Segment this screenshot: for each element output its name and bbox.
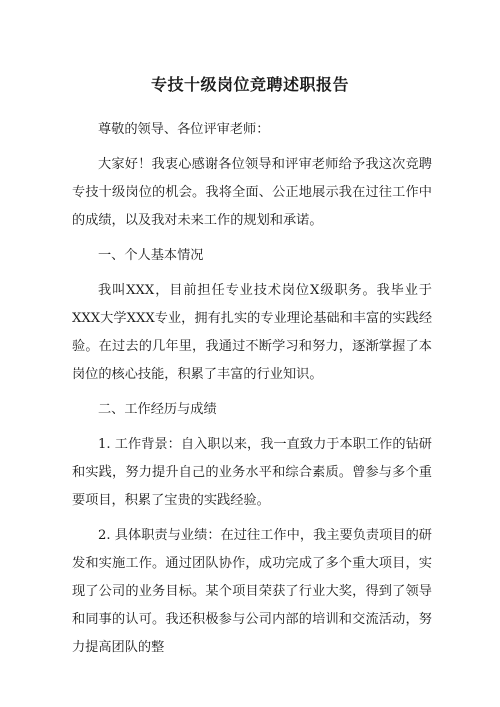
paragraph-greeting: 大家好！我衷心感谢各位领导和评审老师给予我这次竞聘专技十级岗位的机会。我将全面、公正地展示我在过往工作中的成绩，以及我对未来工作的规划和承诺。 [72,157,432,228]
document-body [72,116,432,669]
paragraph-duties-achievements: 2. 具体职责与业绩：在过往工作中，我主要负责项目的研发和实施工作。通过团队协作，成功完成了多个重大项目，实现了公司的业务目标。某个项目荣获了行业大奖，得到了领导和同事的认可。我还积极参与公司内部的培训和交流活动，努力提高团队的整 [72,528,432,655]
paragraph-basic-info: 我叫XXX，目前担任专业技术岗位X级职务。我毕业于XXX大学XXX专业，拥有扎实的专业理论基础和丰富的实践经验。在过去的几年里，我通过不断学习和努力，逐渐掌握了本岗位的核心技能，积累了丰富的行业知识。 [72,283,432,382]
salutation: 尊敬的领导、各位评审老师： [98,122,270,137]
section-heading-basic-info: 一、个人基本情况 [98,248,204,263]
document-title: 专技十级岗位竞聘述职报告 [150,75,349,94]
paragraph-work-background: 1. 工作背景：自入职以来，我一直致力于本职工作的钻研和实践，努力提升自己的业务水平和综合素质。曾参与多个重要项目，积累了宝贵的实践经验。 [72,437,432,508]
section-heading-work-experience: 二、工作经历与成绩 [98,402,217,417]
